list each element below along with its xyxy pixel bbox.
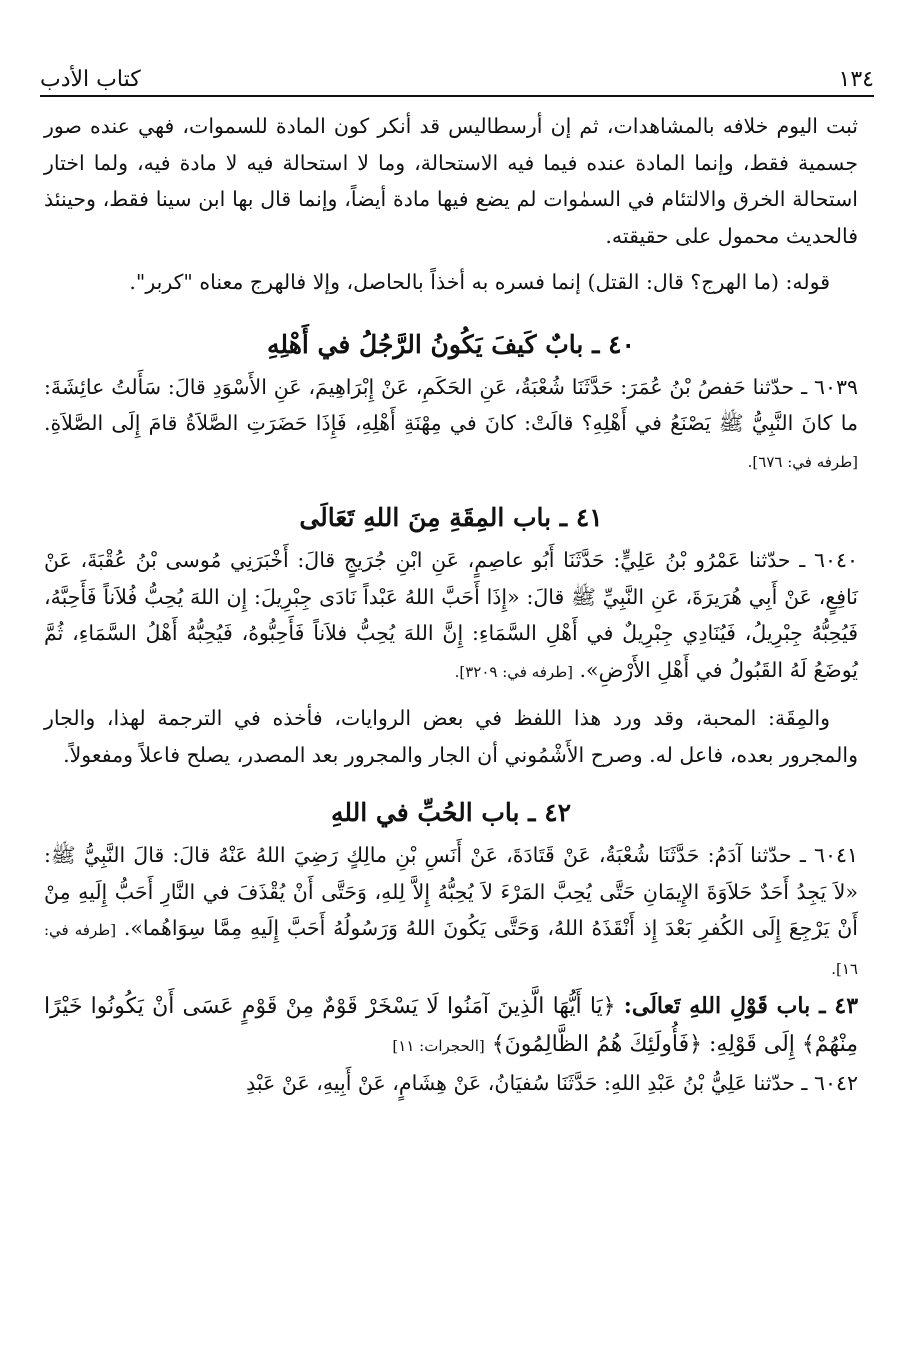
hadith-6042: ٦٠٤٢ ـ حدّثنا عَلِيُّ بْنُ عَبْدِ اللهِ: حَدَّثَنَا سُفيَانُ، عَنْ هِشَامٍ، عَنْ أَبِيهِ، عَنْ عَبْدِ (246, 1071, 858, 1095)
book-title: كتاب الأدب (40, 67, 141, 92)
chapter-43-title: ٤٣ ـ باب قَوْلِ اللهِ تَعالَى: (623, 993, 859, 1019)
intro-paragraph-2: قوله: (ما الهرج؟ قال: القتل) إنما فسره به أخذاً بالحاصل، وإلا فالهرج معناه "كربر". (129, 270, 830, 294)
hadith-6040 (44, 542, 858, 690)
hadith-6039 (44, 369, 858, 481)
page-number: ١٣٤ (838, 67, 874, 92)
chapter-42-title: ٤٢ ـ باب الحُبِّ في اللهِ (330, 798, 572, 827)
commentary-mieqa: والمِقَة: المحبة، وقد ورد هذا اللفظ في بعض الروايات، فأخذه في الترجمة لهذا، والجار والمجرور بعده، فاعل له. وصرح الأَشْمُوني أن الجار والمجرور بعد المصدر، يصلح فاعلاً ومفعولاً. (44, 706, 858, 767)
hadith-6041-ref: [طرفه في: ١٦]. (44, 921, 858, 978)
chapter-43-heading (44, 987, 858, 1065)
hadith-6040-text: ٦٠٤٠ ـ حدّثنا عَمْرُو بْنُ عَلِيٍّ: حَدَّثَنَا أَبُو عاصِمٍ، عَنِ ابْنِ جُرَيجٍ قالَ: أَخْبَرَنِي مُوسى بْنُ عُقْبَةَ، عَنْ نَافِعٍ، عَنْ أَبِي هُرَيرَةَ، عَنِ النَّبِيِّ ﷺ قالَ: «إِذَا أَحَبَّ اللهُ عَبْداً نَادَى جِبْرِيلَ: إِن اللهَ يُحِبُّ فُلاَناً فَأَحِبَّهُ، فَيُحِبُّهُ جِبْرِيلُ، فَيُنَادِي جِبْرِيلٌ في أَهْلِ السَّمَاءِ: إِنَّ اللهَ يُحِبُّ فلاَناً فَأَحِبُّوهُ، فَيُحِبُّهُ أَهْلُ السَّمَاءِ، ثُمَّ يُوضَعُ لَهُ القَبُولُ في أَهْلِ الأَرْضِ». (44, 548, 858, 682)
chapter-40-title: ٤٠ ـ بابٌ كَيفَ يَكُونُ الرَّجُلُ في أَهْلِهِ (267, 329, 635, 359)
hadith-6041-text: ٦٠٤١ ـ حدّثنا آدَمُ: حَدَّثَنَا شُعْبَةُ، عَنْ قَتَادَةَ، عَنْ أَنَسِ بْنِ مالِكٍ رَضِيَ اللهُ عَنْهُ قالَ: قالَ النَّبِيُّ ﷺ: «لاَ يَجِدُ أَحَدٌ حَلاَوَةَ الإِيمَانِ حَتَّى يُحِبَّ المَرْءَ لاَ يُحِبُّهُ إِلاَّ لِلهِ، وَحَتَّى أَنْ يُقْذَفَ في النَّارِ أَحَبُّ إِلَيهِ مِنْ أَنْ يَرْجِعَ إِلَى الكُفرِ بَعْدَ إِذ أَنْقَذَهُ اللهُ، وَحَتَّى يَكُونَ اللهُ وَرَسُولُهُ أَحَبَّ إِلَيهِ مِمَّا سِوَاهُما». (44, 843, 858, 940)
hadith-6040-ref: [طرفه في: ٣٢٠٩]. (454, 662, 573, 681)
hadith-6039-ref: [طرفه في: ٦٧٦]. (747, 452, 858, 471)
page-header (40, 52, 874, 92)
hadith-6041 (44, 837, 858, 987)
chapter-43-ref: [الحجرات: ١١] (392, 1037, 485, 1055)
header-rule (40, 95, 874, 97)
page-body (44, 108, 858, 1102)
chapter-43-verse: ﴿يَا أَيُّهَا الَّذِينَ آمَنُوا لَا يَسْخَرْ قَوْمٌ مِنْ قَوْمٍ عَسَى أَنْ يَكُونُوا خَيْرًا مِنْهُمْ﴾ إِلَى قَوْلِهِ: ﴿فَأُولَئِكَ هُمُ الظَّالِمُونَ﴾ (44, 994, 858, 1057)
chapter-41-title: ٤١ ـ باب المِقَةِ مِنَ اللهِ تَعَالَى (299, 503, 603, 532)
hadith-6039-text: ٦٠٣٩ ـ حدّثنا حَفصُ بْنُ عُمَرَ: حَدَّثَنَا شُعْبَةُ، عَنِ الحَكَمِ، عَنْ إِبْرَاهِيمَ، عَنِ الأَسْوَدِ قالَ: سَأَلتُ عائِشَةَ: ما كانَ النَّبِيُّ ﷺ يَصْنَعُ في أَهْلِهِ؟ قالَتْ: كانَ في مِهْنَةِ أَهْلِهِ، فَإِذَا حَضَرَتِ الصَّلاَةُ قامَ إِلَى الصَّلاَةِ. (44, 374, 858, 435)
intro-paragraph-1: ثبت اليوم خلافه بالمشاهدات، ثم إن أرسطاليس قد أنكر كون المادة للسموات، فهي عنده صور جسمية فقط، وإنما المادة عنده فيما فيه الاستحالة، وما لا استحالة فيه لا مادة فيه، ولما اختار استحالة الخرق والالتئام في السمٰوات لم يضع فيها مادة أيضاً، وإنما قال بها ابن سينا فقط، وحينئذ فالحديث محمول على حقيقته. (44, 114, 858, 248)
